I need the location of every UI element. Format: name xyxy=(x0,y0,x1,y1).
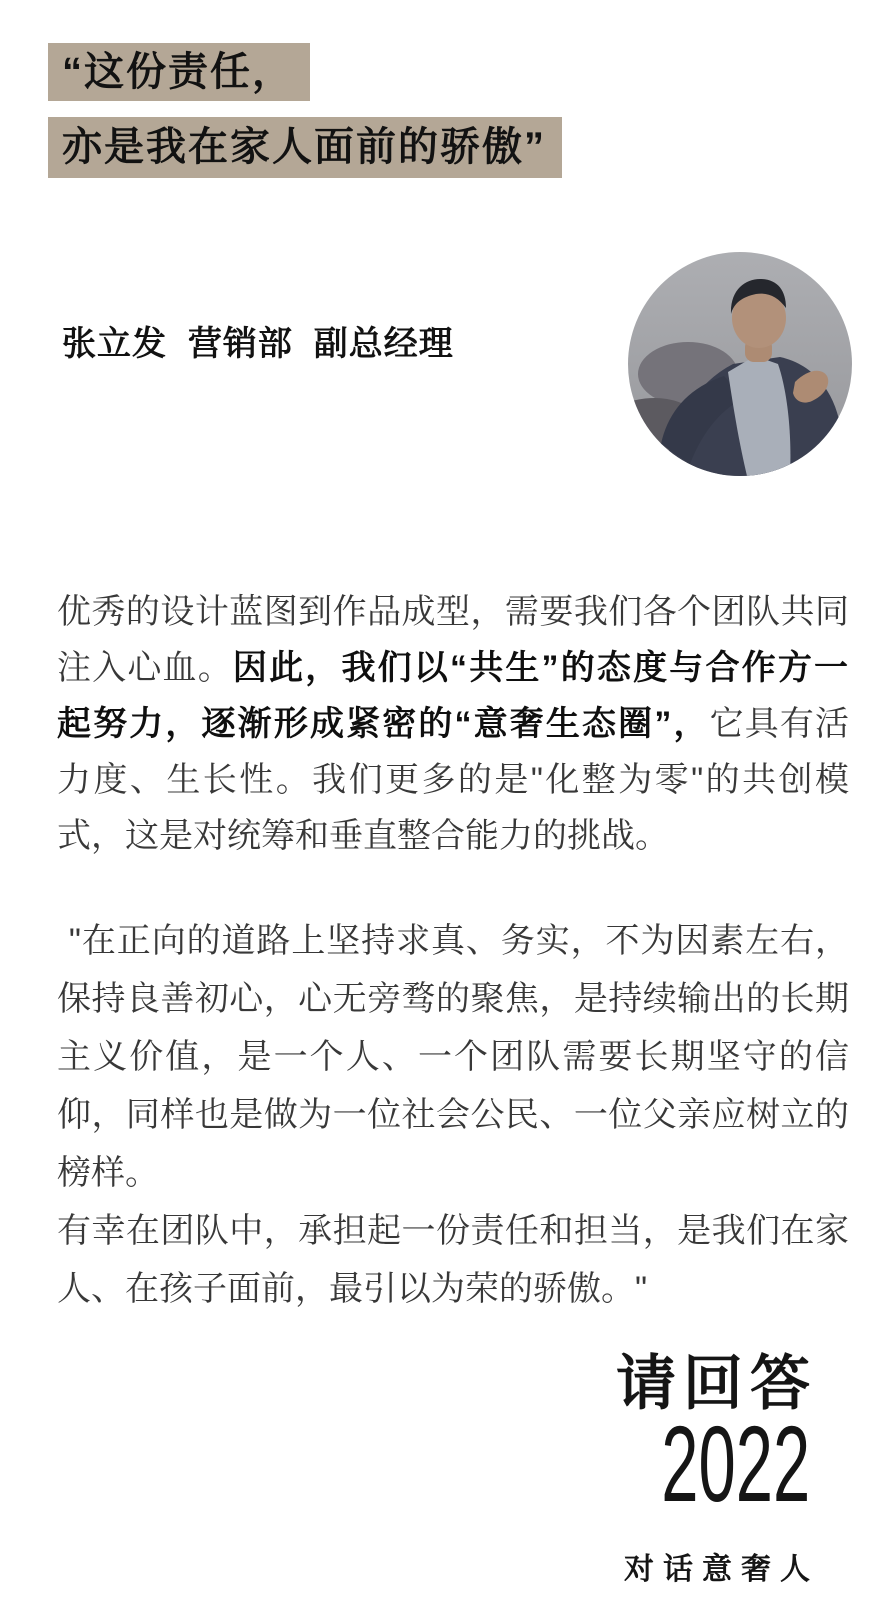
headline-line-1: “这份责任， xyxy=(48,43,310,101)
footer-tagline: 对话意奢人 xyxy=(624,1553,819,1586)
paragraph-2 xyxy=(57,912,849,1318)
portrait-photo xyxy=(628,252,852,476)
paragraph-1-bold: 因此，我们以“共生”的态度与合作方一起努力，逐渐形成紧密的“意奢生态圈”， xyxy=(57,649,850,743)
footer-year: 2022 xyxy=(661,1403,810,1524)
interviewee-name-title: 张立发 营销部 副总经理 xyxy=(62,325,454,363)
headline-line-2: 亦是我在家人面前的骄傲” xyxy=(48,117,562,178)
paragraph-2-part-2: 有幸在团队中，承担起一份责任和担当，是我们在家人、在孩子面前，最引以为荣的骄傲。" xyxy=(57,1212,849,1308)
paragraph-1-normal-start: 优秀的设计蓝图到作品成型，需要我们各个团队共同注入心血。 xyxy=(57,593,849,687)
paragraph-1-normal-end: 它具有活力度、生长性。我们更多的是"化整为零"的共创模式，这是对统筹和垂直整合能力的挑战。 xyxy=(57,705,850,855)
portrait-illustration xyxy=(628,252,852,476)
paragraph-1 xyxy=(57,584,849,864)
footer-series-label: 请回答 xyxy=(616,1350,817,1417)
paragraph-2-part-1: "在正向的道路上坚持求真、务实，不为因素左右，保持良善初心，心无旁骛的聚焦，是持续输出的长期主义价值，是一个人、一个团队需要长期坚守的信仰，同样也是做为一位社会公民、一位父亲应树立的榜样。 xyxy=(57,922,849,1192)
